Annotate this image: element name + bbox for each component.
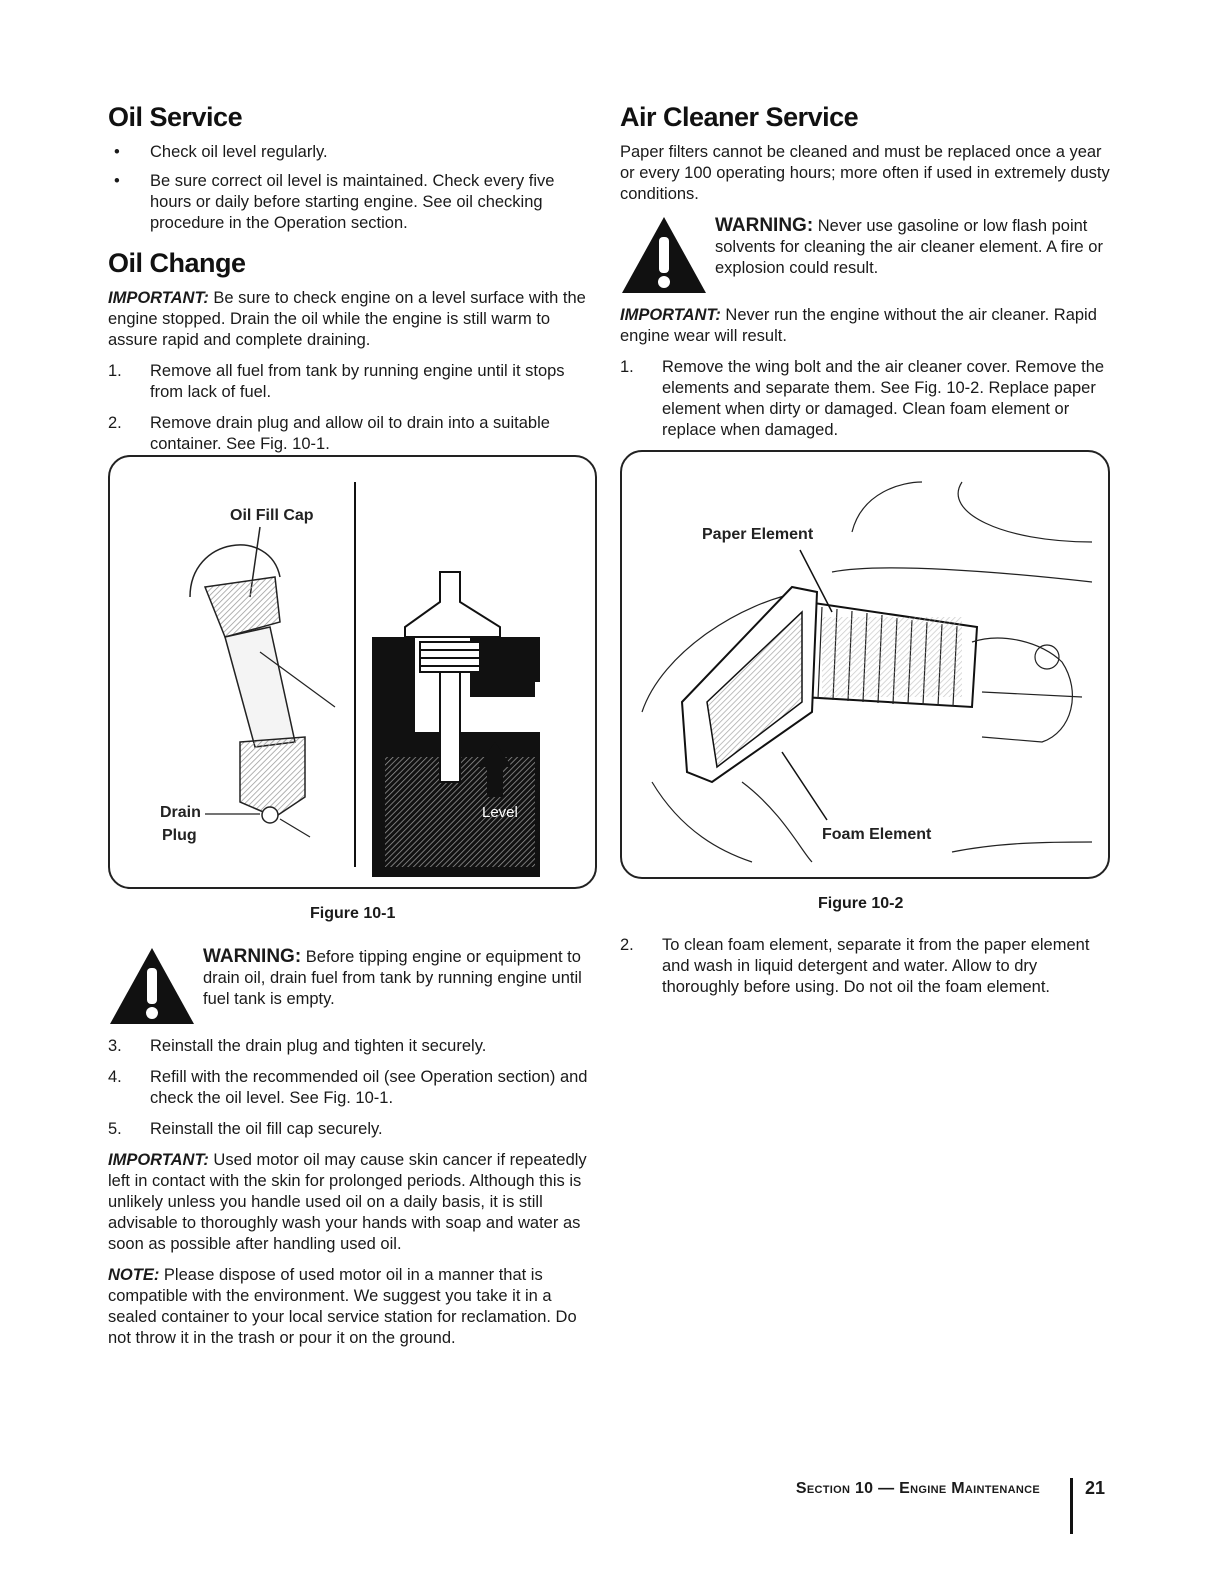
warning-icon xyxy=(620,215,708,295)
air-cleaner-warning: WARNING: Never use gasoline or low flash point solvents for cleaning the air cleaner element. A fire or explosion could result. xyxy=(620,215,1110,295)
drain-label: Drain xyxy=(160,804,201,821)
left-column xyxy=(108,100,593,465)
air-cleaner-intro: Paper filters cannot be cleaned and must be replaced once a year or every 100 operating hours; more often if used in extremely dusty conditions. xyxy=(620,143,1110,203)
list-item: 1. Remove the wing bolt and the air cleaner cover. Remove the elements and separate them. See Fig. 10-2. Replace paper element when dirty or damaged. Clean foam element or replace when damaged. xyxy=(620,358,1105,439)
air-cleaner-steps-continued xyxy=(620,935,1110,998)
warning-icon xyxy=(108,946,196,1026)
right-column xyxy=(620,100,1110,451)
list-item: • Be sure correct oil level is maintained. Check every five hours or daily before starting engine. See oil checking procedure in the Operation section. xyxy=(114,172,555,232)
oil-change-important: IMPORTANT: Be sure to check engine on a level surface with the engine stopped. Drain the oil while the engine is still warm to assure rapid and complete draining. xyxy=(108,289,586,349)
right-column-lower xyxy=(620,935,1110,1008)
section-title: Section 10 — Engine Maintenance xyxy=(795,1480,1040,1497)
paper-element-label: Paper Element xyxy=(702,526,814,543)
list-item: 2. To clean foam element, separate it from the paper element and wash in liquid detergent and water. Allow to dry thoroughly before using. Do not oil the foam element. xyxy=(620,936,1090,996)
figure-10-2-caption: Figure 10-2 xyxy=(818,895,904,912)
level-label: Level xyxy=(482,804,518,821)
disposal-note: NOTE: Please dispose of used motor oil in a manner that is compatible with the environment. We suggest you take it in a sealed container to your local service station for reclamation. Do not throw it in the trash or pour it on the ground. xyxy=(108,1266,577,1347)
oil-service-list xyxy=(108,142,593,234)
oil-change-heading: Oil Change xyxy=(108,248,246,278)
plug-label: Plug xyxy=(162,827,197,844)
foam-element-label: Foam Element xyxy=(822,826,932,843)
list-item: 2. Remove drain plug and allow oil to drain into a suitable container. See Fig. 10-1. xyxy=(108,414,550,453)
air-cleaner-steps xyxy=(620,357,1110,441)
oil-fill-cap-label: Oil Fill Cap xyxy=(230,507,314,524)
oil-change-steps xyxy=(108,361,593,455)
page-footer xyxy=(796,1478,1105,1534)
left-column-lower xyxy=(108,940,593,1359)
oil-warning: WARNING: Before tipping engine or equipment to drain oil, drain fuel from tank by running engine until fuel tank is empty. xyxy=(108,946,593,1026)
page-number: 21 xyxy=(1084,1478,1105,1498)
air-cleaner-heading: Air Cleaner Service xyxy=(620,102,859,132)
air-cleaner-diagram xyxy=(622,452,1108,877)
footer-divider xyxy=(1070,1478,1073,1534)
list-item: 4. Refill with the recommended oil (see Operation section) and check the oil level. See Fig. 10-1. xyxy=(108,1068,588,1107)
list-item: 5. Reinstall the oil fill cap securely. xyxy=(108,1120,383,1138)
list-item: 1. Remove all fuel from tank by running engine until it stops from lack of fuel. xyxy=(108,362,565,401)
list-item: • Check oil level regularly. xyxy=(114,143,328,161)
used-oil-important: IMPORTANT: Used motor oil may cause skin cancer if repeatedly left in contact with the skin for prolonged periods. Although this is unlikely unless you handle used oil on a daily basis, it is still advisable to thoroughly wash your hands with soap and water as soon as possible after handling used oil. xyxy=(108,1151,587,1253)
list-item: 3. Reinstall the drain plug and tighten it securely. xyxy=(108,1037,487,1055)
figure-10-1 xyxy=(108,455,597,889)
oil-service-heading: Oil Service xyxy=(108,102,243,132)
air-cleaner-important: IMPORTANT: Never run the engine without the air cleaner. Rapid engine wear will result. xyxy=(620,306,1097,345)
figure-10-1-caption: Figure 10-1 xyxy=(310,905,396,922)
figure-10-2 xyxy=(620,450,1110,879)
oil-change-steps-continued xyxy=(108,1036,593,1140)
